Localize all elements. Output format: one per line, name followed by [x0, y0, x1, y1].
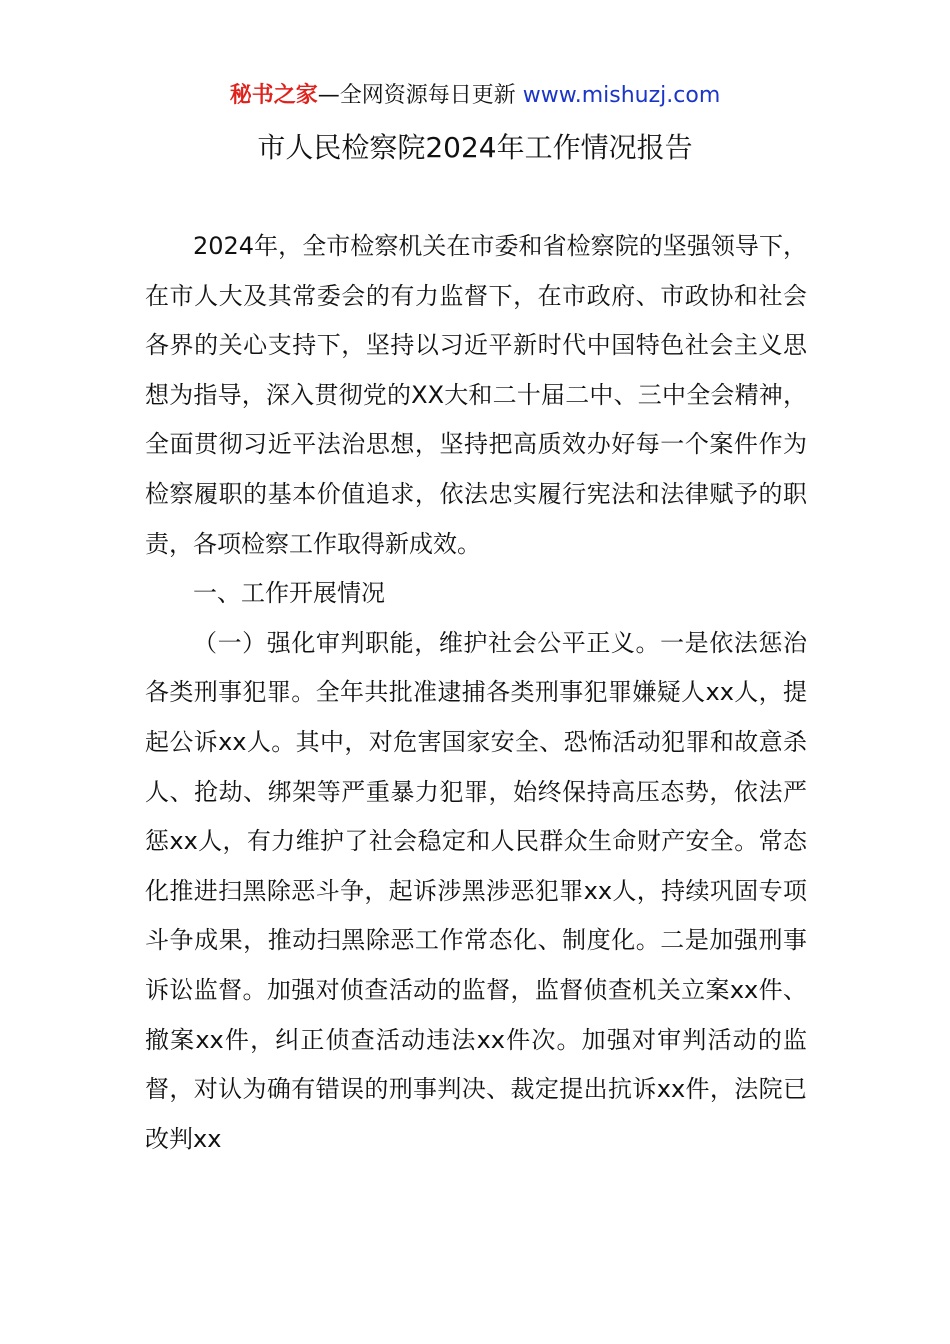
- brand-name: 秘书之家: [229, 83, 318, 108]
- intro-paragraph: 2024年，全市检察机关在市委和省检察院的坚强领导下，在市人大及其常委会的有力监督下，在市政府、市政协和社会各界的关心支持下，坚持以习近平新时代中国特色社会主义思想为指导，深入贯彻党的XX大和二十届二中、三中全会精神，全面贯彻习近平法治思想，坚持把高质效办好每一个案件作为检察履职的基本价值追求，依法忠实履行宪法和法律赋予的职责，各项检察工作取得新成效。: [145, 232, 807, 558]
- site-url-link[interactable]: www.mishuzj.com: [522, 83, 721, 108]
- section-paragraph: （一）强化审判职能，维护社会公平正义。一是依法惩治各类刑事犯罪。全年共批准逮捕各类刑事犯罪嫌疑人xx人，提起公诉xx人。其中，对危害国家安全、恐怖活动犯罪和故意杀人、抢劫、绑架等严重暴力犯罪，始终保持高压态势，依法严惩xx人，有力维护了社会稳定和人民群众生命财产安全。常态化推进扫黑除恶斗争，起诉涉黑涉恶犯罪xx人，持续巩固专项斗争成果，推动扫黑除恶工作常态化、制度化。二是加强刑事诉讼监督。加强对侦查活动的监督，监督侦查机关立案xx件、撤案xx件，纠正侦查活动违法xx件次。加强对审判活动的监督，对认为确有错误的刑事判决、裁定提出抗诉xx件，法院已改判xx: [145, 628, 807, 1153]
- document-body: [145, 222, 807, 1164]
- document-title: 市人民检察院2024年工作情况报告: [257, 131, 693, 164]
- section-heading: 一、工作开展情况: [193, 579, 385, 608]
- site-header: [0, 80, 950, 112]
- header-tagline: —全网资源每日更新: [317, 83, 516, 108]
